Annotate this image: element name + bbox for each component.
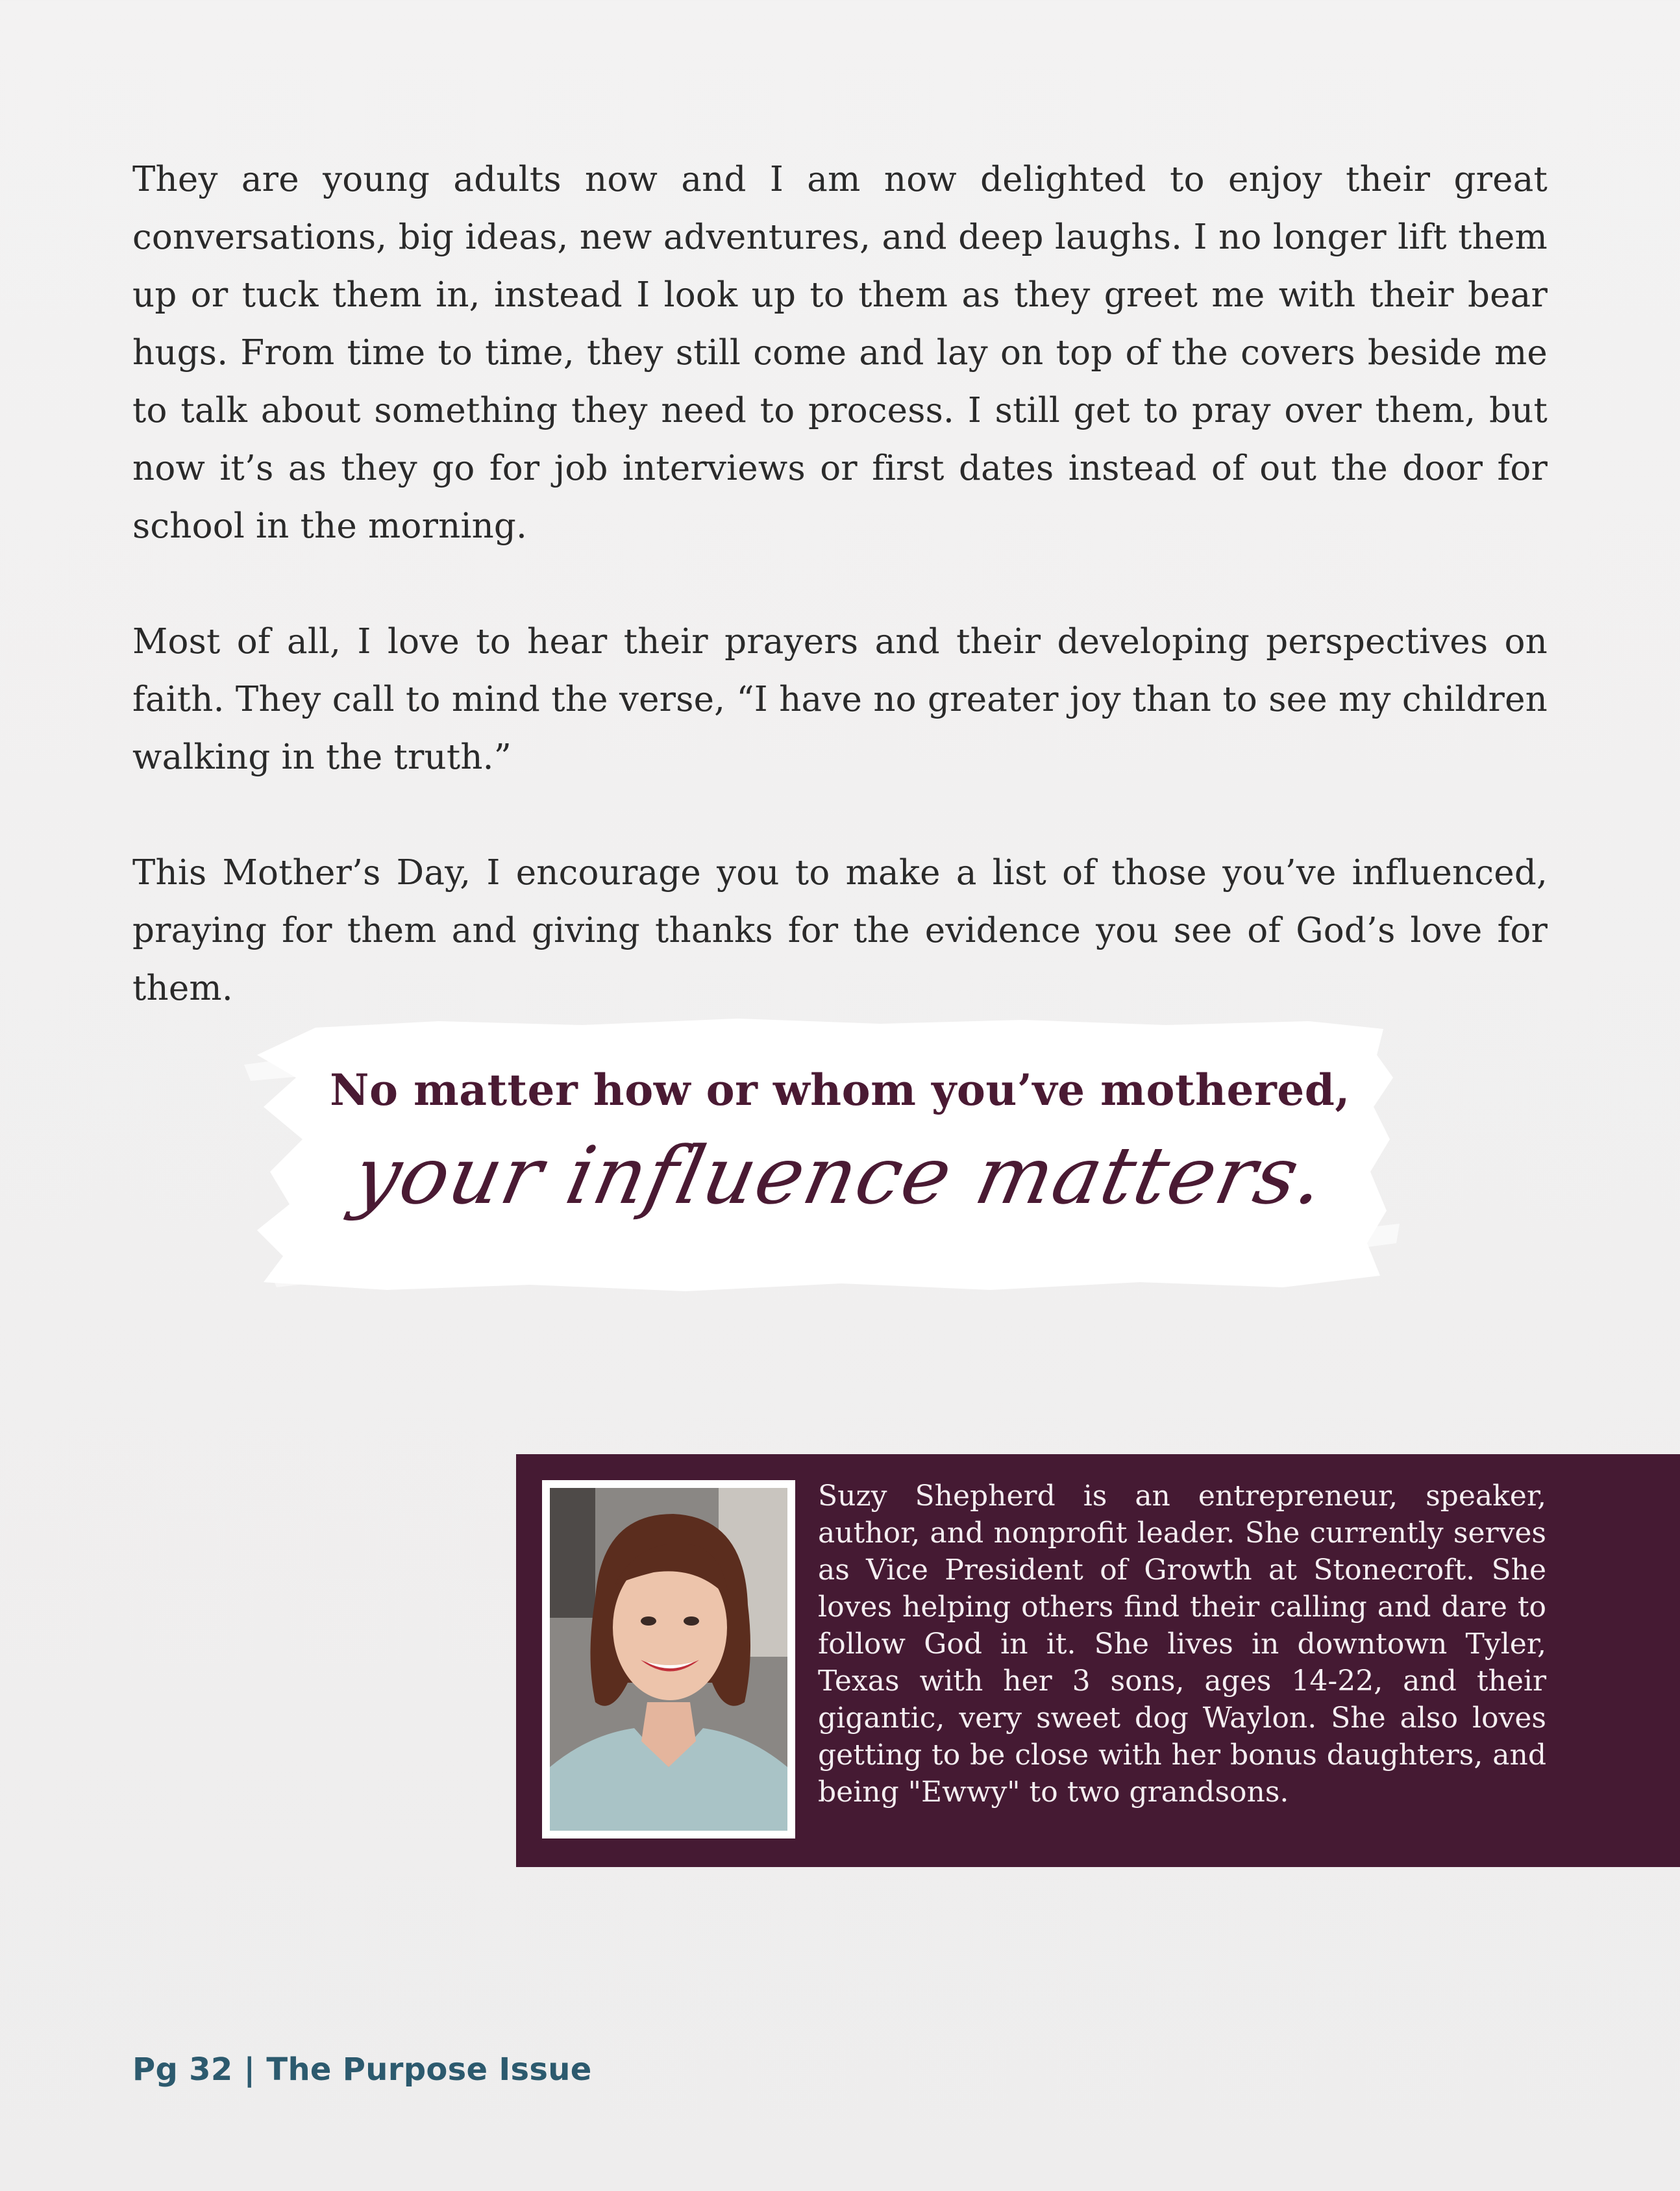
callout-headline: No matter how or whom you’ve mothered, xyxy=(330,1065,1350,1115)
page-footer: Pg 32 | The Purpose Issue xyxy=(132,2051,592,2088)
author-photo xyxy=(550,1488,787,1831)
author-bio-box xyxy=(516,1454,1680,1867)
article-body xyxy=(132,151,1548,1017)
article-paragraph-1: They are young adults now and I am now delighted to enjoy their great conversations, big ideas, new adventures, and deep laughs. I no longer lift them up or tuck them in, instead I look up to them as they greet me with their bear hugs. From time to time, they still come and lay on top of the covers beside me to talk about something they need to process. I still get to pray over them, but now it’s as they go for job interviews or first dates instead of out the door for school in the morning. xyxy=(132,160,1548,546)
article-paragraph-3: This Mother’s Day, I encourage you to make a list of those you’ve influenced, praying for them and giving thanks for the evidence you see of God’s love for them. xyxy=(132,853,1548,1008)
callout-script-line: your influence matters. xyxy=(345,1130,1335,1222)
author-bio-text: Suzy Shepherd is an entrepreneur, speaker, author, and nonprofit leader. She currently serves as Vice President of Growth at Stonecroft. She loves helping others find their calling and dare to follow God in it. She lives in downtown Tyler, Texas with her 3 sons, ages 14-22, and their gigantic, very sweet dog Waylon. She also loves getting to be close with her bonus daughters, and being "Ewwy" to two grandsons. xyxy=(818,1479,1546,1809)
author-photo-frame xyxy=(542,1480,795,1838)
article-paragraph-2: Most of all, I love to hear their prayers and their developing perspectives on faith. They call to mind the verse, “I have no greater joy than to see my children walking in the truth.” xyxy=(132,622,1548,777)
